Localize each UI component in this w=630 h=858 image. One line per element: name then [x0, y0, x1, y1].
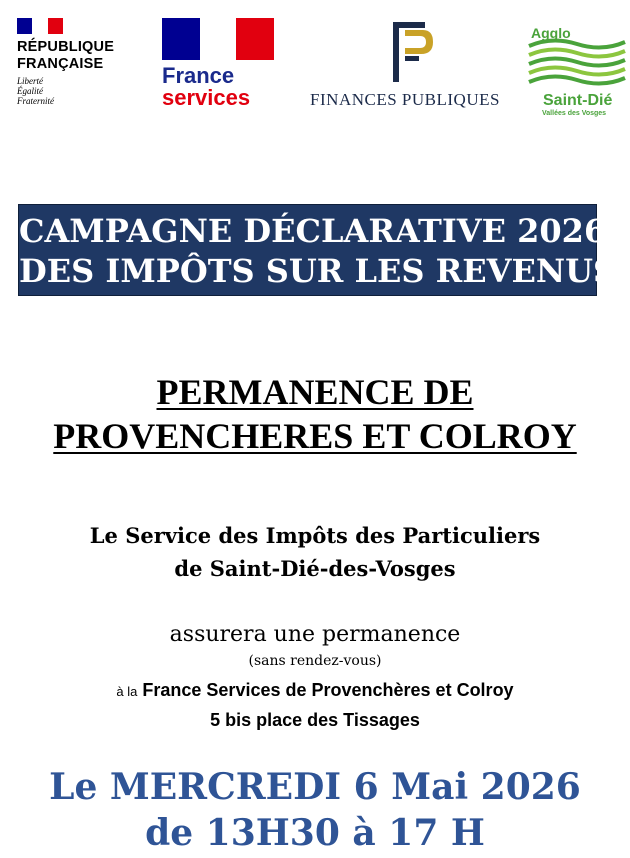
location-prefix: à la	[116, 684, 138, 699]
france-services-logo	[162, 18, 277, 109]
service-line-2: de Saint-Dié-des-Vosges	[174, 556, 456, 581]
finances-publiques-emblem-icon	[375, 18, 435, 86]
marianne-flag-icon	[17, 18, 63, 34]
time-line: de 13H30 à 17 H	[145, 812, 485, 854]
location-address: 5 bis place des Tissages	[210, 710, 420, 730]
date-block	[0, 764, 630, 856]
location-line	[0, 676, 630, 706]
france-services-text: France services	[162, 63, 251, 110]
finances-publiques-text: FINANCES PUBLIQUES	[310, 90, 500, 109]
service-name	[0, 519, 630, 585]
permanence-line-1: PERMANENCE DE	[156, 372, 474, 412]
service-line-1: Le Service des Impôts des Particuliers	[89, 523, 541, 548]
logo-bar	[0, 0, 630, 130]
location-block	[0, 676, 630, 734]
agglo-saint-die-logo: Agglo Saint-Dié Vallées des Vosges	[527, 22, 627, 122]
permanence-heading	[0, 370, 630, 458]
location-name: France Services de Provenchères et Colroy	[142, 680, 514, 700]
finances-publiques-logo	[300, 18, 510, 110]
france-services-flag-icon	[162, 18, 274, 60]
permanence-line-2: PROVENCHERES ET COLROY	[53, 416, 577, 456]
banner-line-1: CAMPAGNE DÉCLARATIVE 2026	[19, 212, 607, 250]
campaign-banner	[18, 204, 617, 296]
assure-permanence-text: assurera une permanence	[169, 622, 461, 647]
date-line: Le MERCREDI 6 Mai 2026	[49, 766, 581, 808]
republique-motto: Liberté Égalité Fraternité	[17, 76, 54, 106]
republique-title: RÉPUBLIQUE FRANÇAISE	[17, 39, 115, 72]
banner-line-2: DES IMPÔTS SUR LES REVENUS	[19, 252, 617, 290]
republique-francaise-logo	[17, 18, 137, 106]
sans-rendez-vous-note: (sans rendez-vous)	[248, 653, 382, 669]
